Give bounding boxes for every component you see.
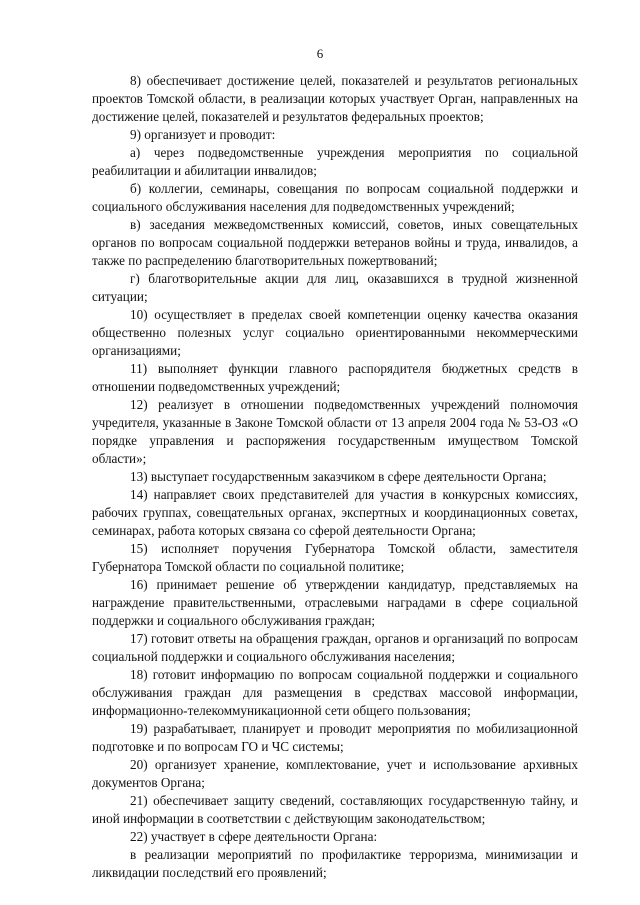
paragraph-9b: б) коллегии, семинары, совещания по вопросам социальной поддержки и социального обслуживания населения для подведомственных учреждений;: [92, 181, 578, 214]
paragraph-22: 22) участвует в сфере деятельности Органа:: [130, 829, 378, 844]
paragraph-13: 13) выступает государственным заказчиком в сфере деятельности Органа;: [130, 469, 547, 484]
paragraph-10: 10) осуществляет в пределах своей компетенции оценку качества оказания общественно полезных услуг социально ориентированными некоммерческими организациями;: [92, 307, 578, 358]
paragraph-18: 18) готовит информацию по вопросам социальной поддержки и социального обслуживания граждан для размещения в средствах массовой информации, информационно-телекоммуникационной сети общего пользования;: [92, 667, 578, 718]
paragraph-9a: а) через подведомственные учреждения мероприятия по социальной реабилитации и абилитации инвалидов;: [92, 145, 578, 178]
paragraph-12: 12) реализует в отношении подведомственных учреждений полномочия учредителя, указанные в Законе Томской области от 13 апреля 2004 года № 53-ОЗ «О порядке управления и распоряжения государственным имуществом Томской области»;: [92, 397, 578, 466]
paragraph-14: 14) направляет своих представителей для участия в конкурсных комиссиях, рабочих группах, совещательных органах, экспертных и координационных советах, семинарах, работа которых связана со сферой деятельности Органа;: [92, 487, 578, 538]
paragraph-17: 17) готовит ответы на обращения граждан, органов и организаций по вопросам социальной поддержки и социального обслуживания населения;: [92, 631, 578, 664]
paragraph-8: 8) обеспечивает достижение целей, показателей и результатов региональных проектов Томской области, в реализации которых участвует Орган, направленных на достижение целей, показателей и результатов федеральных проектов;: [92, 73, 578, 124]
paragraph-19: 19) разрабатывает, планирует и проводит мероприятия по мобилизационной подготовке и по вопросам ГО и ЧС системы;: [92, 721, 578, 754]
paragraph-16: 16) принимает решение об утверждении кандидатур, представляемых на награждение правительственными, отраслевыми наградами в сфере социальной поддержки и социального обслуживания граждан;: [92, 577, 578, 628]
paragraph-15: 15) исполняет поручения Губернатора Томской области, заместителя Губернатора Томской области по социальной политике;: [92, 541, 578, 574]
page-number: 6: [316, 46, 324, 61]
paragraph-11: 11) выполняет функции главного распорядителя бюджетных средств в отношении подведомственных учреждений;: [92, 361, 578, 394]
paragraph-9: 9) организует и проводит:: [130, 127, 276, 142]
document-body: [92, 72, 578, 882]
paragraph-21: 21) обеспечивает защиту сведений, составляющих государственную тайну, и иной информации в соответствии с действующим законодательством;: [92, 793, 578, 826]
paragraph-22-item: в реализации мероприятий по профилактике терроризма, минимизации и ликвидации последствий его проявлений;: [92, 847, 578, 880]
paragraph-9g: г) благотворительные акции для лиц, оказавшихся в трудной жизненной ситуации;: [92, 271, 578, 304]
paragraph-9v: в) заседания межведомственных комиссий, советов, иных совещательных органов по вопросам социальной поддержки ветеранов войны и труда, инвалидов, а также по распределению благотворительных пожертвований;: [92, 217, 578, 268]
paragraph-20: 20) организует хранение, комплектование, учет и использование архивных документов Органа;: [92, 757, 578, 790]
